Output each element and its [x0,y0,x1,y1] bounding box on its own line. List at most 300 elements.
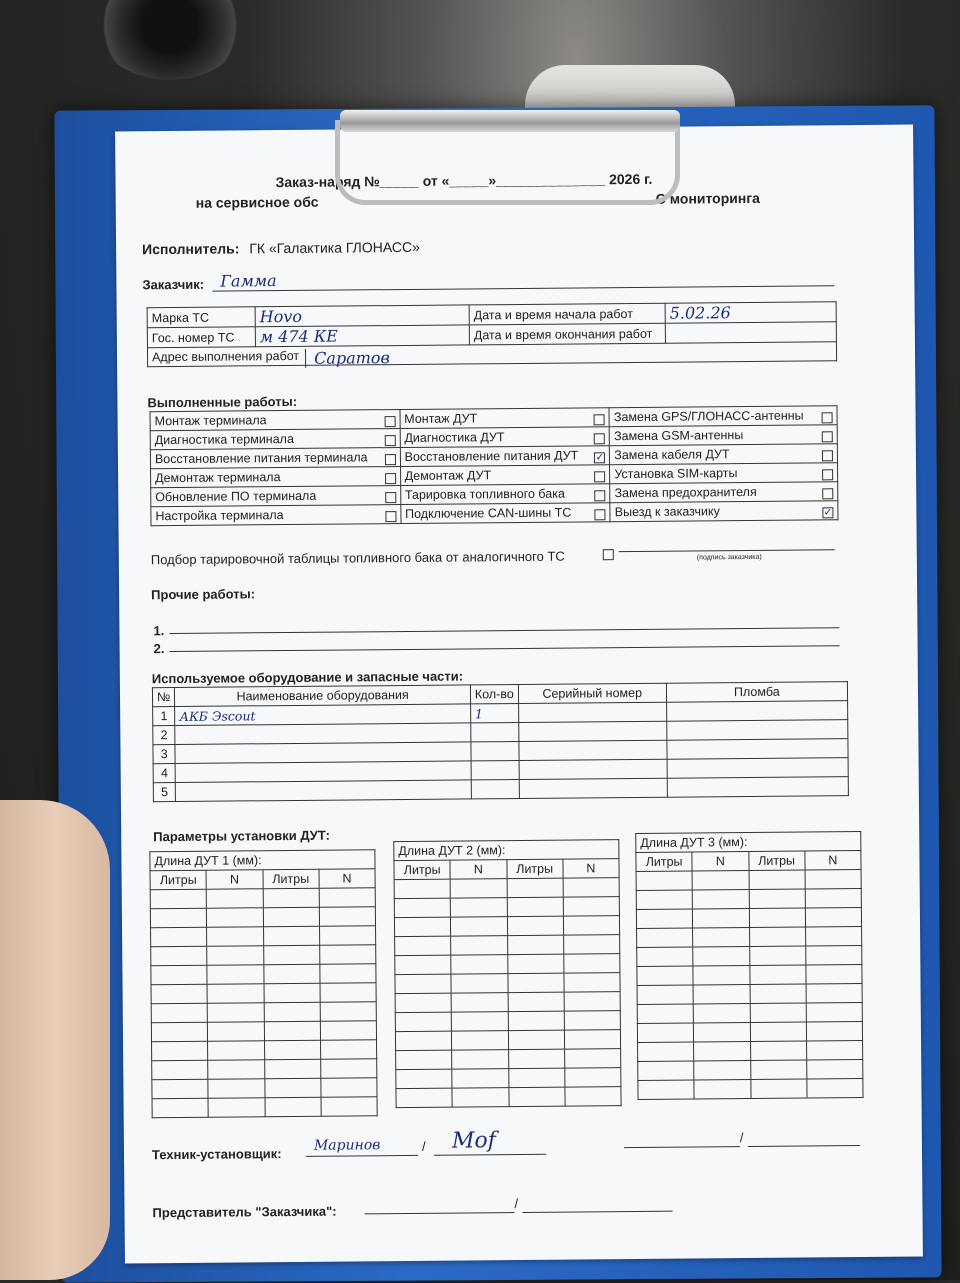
work-item: Демонтаж терминала [151,467,401,488]
table-row [637,965,862,986]
dut-cell [394,898,450,917]
table-row [152,1040,377,1061]
dut-cell [693,984,749,1003]
dut-title: Параметры установки ДУТ: [153,827,330,845]
table-row [395,1030,620,1051]
work-checkbox[interactable] [822,412,833,423]
dut-cell [207,1003,263,1022]
customer-label: Заказчик: [142,276,205,293]
dut-cell [320,1040,376,1059]
dut-col-header: Литры [636,852,692,871]
header-line2-left: на сервисное обс [195,193,319,211]
dut-col-header: N [692,852,748,871]
equipment-cell [666,701,848,722]
dut-cell [319,907,375,926]
dut-cell [750,1003,806,1022]
dut-cell [805,889,861,908]
end-value [665,322,836,343]
table-row [396,1049,621,1070]
dut-cell [638,1080,694,1099]
equipment-header: Серийный номер [518,683,666,703]
dut-cell [636,909,692,928]
table-row [637,946,862,967]
dut-cell [207,984,263,1003]
equipment-cell [175,742,471,764]
work-item: Диагностика терминала [150,429,400,450]
end-label: Дата и время окончания работ [469,323,665,345]
dut-cell [806,1041,862,1060]
dut-table-title: Длина ДУТ 1 (мм): [150,850,375,871]
dut-cell [264,1002,320,1021]
dut-cell [451,993,507,1012]
table-row [637,984,862,1005]
dut-cell [208,1022,264,1041]
dut-cell [320,1059,376,1078]
equipment-cell [667,758,849,779]
dut-col-header: N [563,859,619,878]
work-item: Тарировка топливного бака [400,484,610,505]
table-row [151,1021,376,1042]
work-item: Монтаж терминала [150,410,400,431]
dut-cell [749,927,805,946]
work-checkbox[interactable] [595,490,606,501]
start-label: Дата и время начала работ [469,303,665,325]
table-row [394,916,619,937]
dut-col-header: N [319,869,375,888]
other-work-line-1 [169,627,839,634]
dut-cell [207,946,263,965]
dut-table-title: Длина ДУТ 2 (мм): [394,840,619,861]
dut-cell [806,984,862,1003]
rep-label: Представитель "Заказчика": [152,1203,337,1221]
equipment-cell: 5 [153,782,176,801]
dut-cell [263,945,319,964]
table-row [151,983,376,1004]
table-row [394,897,619,918]
dut-cell [694,1079,750,1098]
dut-cell [507,897,563,916]
dut-cell [637,1023,693,1042]
plate-label: Гос. номер ТС [147,327,255,348]
dut-cell [806,1022,862,1041]
dut-cell [507,973,563,992]
equipment-cell [176,780,472,802]
tech-name: Маринов [313,1137,381,1154]
equipment-cell: АКБ Эscout [175,704,471,726]
dut-cell [321,1097,377,1116]
dut-cell [638,1061,694,1080]
dut-cell [395,955,451,974]
dut-col-header: Литры [748,851,804,870]
dut-cell [750,1060,806,1079]
equipment-cell: 1 [153,707,176,726]
equipment-cell [471,780,519,799]
table-row [637,927,862,948]
dut-cell [805,946,861,965]
executor-row: Исполнитель: ГК «Галактика ГЛОНАСС» [142,238,420,258]
equipment-header: Наименование оборудования [175,685,471,707]
equipment-cell [519,759,667,779]
second-tech-slash: / [739,1130,744,1146]
dut-col-header: N [450,860,506,879]
dut-cell [564,992,620,1011]
other-works-title: Прочие работы: [151,586,256,603]
dut-cell [452,1031,508,1050]
dut-cell [263,964,319,983]
dut-cell [637,966,693,985]
dut-cell [151,1022,207,1041]
dut-cell [207,927,263,946]
dut-cell [806,1060,862,1079]
brand-label: Марка ТС [147,307,255,328]
dut-cell [452,1088,508,1107]
dut-cell [636,871,692,890]
table-row [151,1002,376,1023]
dut-cell [451,917,507,936]
work-item: Подключение CAN-шины ТС [400,503,610,524]
work-checkbox[interactable] [385,492,396,503]
equipment-cell [175,723,471,745]
dut-cell [395,1031,451,1050]
dut-cell [637,928,693,947]
dut-cell [750,984,806,1003]
dut-cell [450,879,506,898]
table-row [396,1087,621,1108]
dut-cell [208,1060,264,1079]
dut-table-1 [149,849,377,1118]
table-row [637,1022,862,1043]
dut-cell [749,946,805,965]
tariff-label: Подбор тарировочной таблицы топливного бака от аналогичного ТС [151,545,614,567]
header-line1: Заказ-наряд №_____ от «_____»______________ 2026 г. [275,170,653,191]
equipment-cell [667,739,849,760]
dut-cell [451,955,507,974]
dut-cell [265,1097,321,1116]
dut-cell [396,1088,452,1107]
dut-cell [151,1003,207,1022]
dut-cell [151,965,207,984]
table-row [150,888,375,909]
dut-cell [693,947,749,966]
work-checkbox[interactable] [595,509,606,520]
dut-cell [264,983,320,1002]
plate-value: м 474 КЕ [259,326,338,347]
equipment-cell [519,778,667,798]
dut-cell [507,954,563,973]
table-row [152,1059,377,1080]
dut-cell [565,1068,621,1087]
dut-cell [264,1021,320,1040]
table-row [152,1078,377,1099]
equipment-cell [518,702,666,722]
table-row [638,1079,863,1100]
second-tech-line-2 [748,1145,860,1147]
dut-cell [749,889,805,908]
dut-cell [508,1087,564,1106]
table-row [150,907,375,928]
dut-col-header: N [206,870,262,889]
work-checkbox[interactable] [822,469,833,480]
work-checkbox[interactable] [594,433,605,444]
dut-cell [208,1079,264,1098]
dut-table-3 [635,831,863,1100]
work-item: Восстановление питания терминала [150,448,400,469]
dut-cell [150,889,206,908]
tariff-checkbox[interactable] [602,549,613,560]
table-row [395,954,620,975]
work-checkbox[interactable] [385,473,396,484]
dut-cell [507,878,563,897]
work-order-sheet [115,125,923,1264]
dut-cell [152,1079,208,1098]
dut-cell [207,965,263,984]
dut-col-header: Литры [263,869,319,888]
dut-cell [806,1003,862,1022]
dut-cell [563,897,619,916]
work-item: Восстановление питания ДУТ ✓ [400,446,610,467]
dut-cell [320,983,376,1002]
dut-cell [805,927,861,946]
equipment-cell [176,761,472,783]
dut-cell [694,1022,750,1041]
dut-cell [805,870,861,889]
dut-cell [452,1012,508,1031]
dut-cell [750,1041,806,1060]
dut-col-header: Литры [394,860,450,879]
dut-cell [151,927,207,946]
dut-cell [749,965,805,984]
dut-cell [152,1098,208,1117]
dut-cell [319,888,375,907]
dut-cell [507,916,563,935]
dut-cell [151,946,207,965]
tech-slash: / [421,1138,426,1154]
work-checkbox[interactable] [385,511,396,522]
dut-cell [564,1030,620,1049]
dut-cell [508,1030,564,1049]
works-table [150,405,839,526]
rep-slash: / [514,1196,519,1212]
equipment-table [152,681,849,802]
dut-cell [152,1060,208,1079]
dut-cell [693,1003,749,1022]
rep-line-2 [523,1211,673,1213]
dut-cell [150,908,206,927]
work-checkbox[interactable] [384,435,395,446]
dut-cell [321,1078,377,1097]
dut-cell [263,926,319,945]
dut-cell [508,1011,564,1030]
dut-cell [805,908,861,927]
dut-cell [320,964,376,983]
dut-cell [564,1011,620,1030]
work-item: Настройка терминала [151,505,401,526]
dut-cell [395,974,451,993]
dut-cell [694,1041,750,1060]
signature-note: (подпись заказчика) [696,553,762,562]
equipment-cell [519,740,667,760]
dut-cell [451,898,507,917]
dut-cell [452,1069,508,1088]
dut-cell [451,936,507,955]
table-row [636,870,861,891]
dut-cell [207,908,263,927]
dut-cell [565,1087,621,1106]
table-row [396,1068,621,1089]
dut-cell [208,1098,264,1117]
dut-cell [749,908,805,927]
dut-cell [693,909,749,928]
table-row [395,1011,620,1032]
other-work-2: 2. [153,641,165,657]
tech-label: Техник-установщик: [151,1146,282,1163]
dut-cell [564,954,620,973]
dut-cell [637,947,693,966]
address-value: Саратов [305,348,390,368]
dut-cell [319,926,375,945]
dut-cell [563,878,619,897]
dut-cell [396,1050,452,1069]
table-row [638,1041,863,1062]
dut-cell [395,1012,451,1031]
dut-cell [507,935,563,954]
dut-cell [263,888,319,907]
work-checkbox[interactable] [594,414,605,425]
work-checkbox[interactable] [384,416,395,427]
dut-cell [394,879,450,898]
work-checkbox[interactable]: ✓ [595,451,605,463]
work-checkbox[interactable] [822,488,833,499]
works-title: Выполненные работы: [147,393,298,411]
work-item: Выезд к заказчику ✓ [610,501,838,522]
table-row [394,878,619,899]
table-row [151,964,376,985]
dut-cell [320,1002,376,1021]
work-checkbox[interactable] [594,471,605,482]
dut-cell [563,916,619,935]
dut-cell [563,935,619,954]
work-item: Обновление ПО терминала [151,486,401,507]
dut-cell [638,1042,694,1061]
other-work-1: 1. [153,623,165,639]
equipment-header: № [152,688,175,707]
table-row [395,992,620,1013]
dut-cell [264,1078,320,1097]
hand [0,800,110,1280]
dut-table-2 [393,839,621,1108]
dut-cell [636,890,692,909]
dut-cell [451,974,507,993]
dut-cell [564,1049,620,1068]
dut-col-header: Литры [150,870,206,889]
dut-cell [152,1041,208,1060]
dut-cell [151,984,207,1003]
table-row [638,1060,863,1081]
dut-cell [806,965,862,984]
rep-line-1 [365,1212,515,1214]
table-row [636,889,861,910]
equipment-cell [471,742,519,761]
tech-name-line [306,1155,418,1157]
customer-value: Гамма [220,271,277,291]
table-row [152,1097,377,1118]
equipment-cell: 4 [153,764,176,783]
tech-signature: Mof [451,1128,496,1154]
dut-cell [692,871,748,890]
address-row: Адрес выполнения работ Саратов [147,342,836,367]
equipment-cell [471,761,519,780]
dut-cell [396,1069,452,1088]
dut-cell [452,1050,508,1069]
dut-cell [750,1079,806,1098]
tech-sign-line [434,1154,546,1156]
table-row [636,908,861,929]
header-line2-right: С мониторинга [655,189,760,207]
work-item: Диагностика ДУТ [400,427,610,448]
equipment-cell [666,720,848,741]
dut-table-title: Длина ДУТ 3 (мм): [636,832,861,853]
work-item: Установка SIM-карты [610,463,838,484]
equipment-cell [667,777,849,798]
equipment-cell: 1 [470,704,518,723]
vehicle-table [147,301,837,367]
table-row [151,945,376,966]
work-item: Замена кабеля ДУТ [610,444,838,465]
equipment-title: Используемое оборудование и запасные части: [151,668,464,687]
work-checkbox[interactable] [385,454,396,465]
equipment-cell: 2 [153,726,176,745]
dut-cell [206,889,262,908]
dut-cell [319,945,375,964]
dut-cell [508,1068,564,1087]
dut-col-header: N [805,851,861,870]
work-item: Замена GSM-антенны [609,425,837,446]
dut-cell [264,1040,320,1059]
start-value: 5.02.26 [669,303,731,323]
work-checkbox[interactable] [822,450,833,461]
work-item: Замена GPS/ГЛОНАСС-антенны [609,406,837,427]
equipment-header: Кол-во [470,685,518,704]
work-item: Демонтаж ДУТ [400,465,610,486]
work-item: Монтаж ДУТ [400,408,610,429]
second-tech-line-1 [624,1146,740,1148]
table-row [637,1003,862,1024]
table-row [151,926,376,947]
dut-cell [208,1041,264,1060]
dut-cell [692,890,748,909]
table-row [395,935,620,956]
work-checkbox[interactable]: ✓ [823,506,833,518]
dut-cell [395,993,451,1012]
dut-cell [508,1049,564,1068]
dut-cell [508,992,564,1011]
dut-col-header: Литры [506,859,562,878]
dut-cell [637,985,693,1004]
dut-cell [694,1060,750,1079]
dut-cell [693,965,749,984]
work-item: Замена предохранителя [610,482,838,503]
equipment-cell [471,723,519,742]
dut-cell [394,917,450,936]
dut-cell [750,1022,806,1041]
brand-value: Hovo [259,306,303,327]
work-checkbox[interactable] [822,431,833,442]
dut-cell [263,907,319,926]
equipment-cell: 3 [153,745,176,764]
dut-cell [564,973,620,992]
equipment-header: Пломба [666,682,848,703]
dut-cell [264,1059,320,1078]
